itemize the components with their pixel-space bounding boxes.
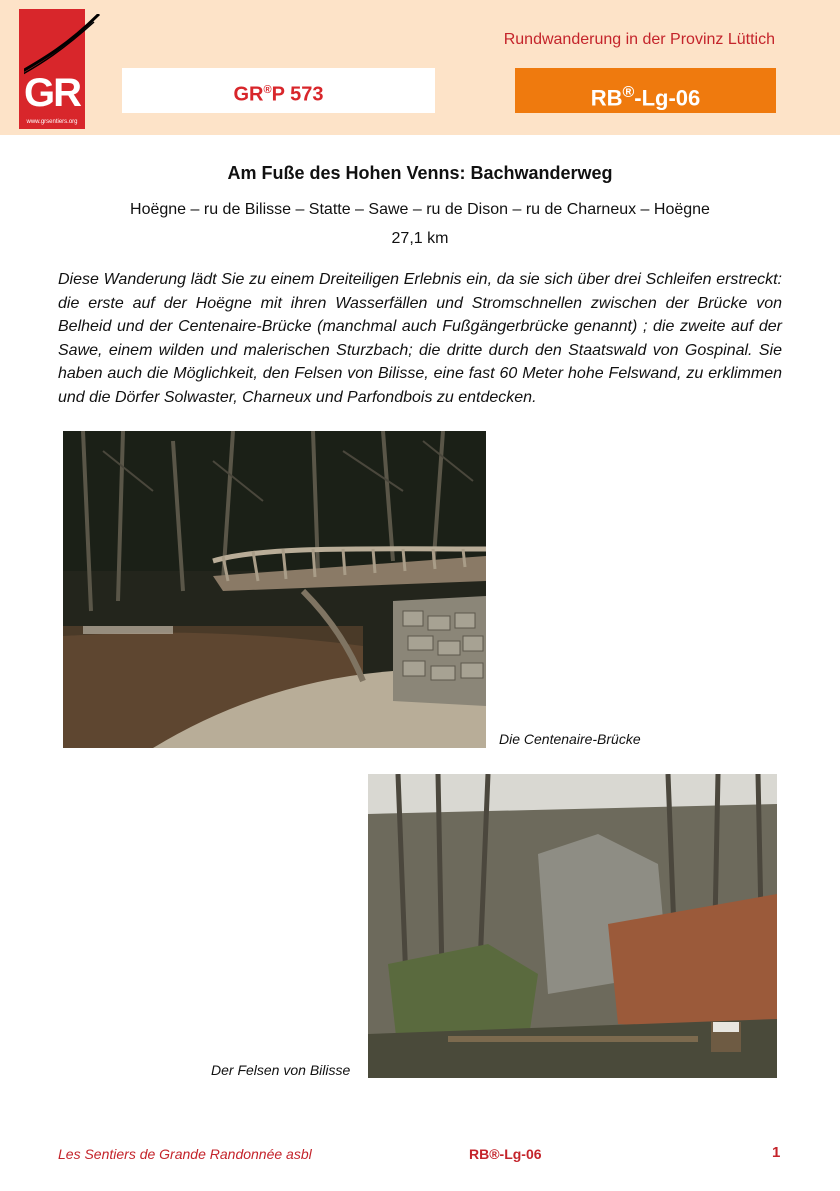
logo-letters: GR bbox=[24, 71, 80, 115]
header-title: Rundwanderung in der Provinz Lüttich bbox=[503, 31, 775, 48]
grp-prefix: GR bbox=[233, 83, 264, 106]
rb-prefix: RB bbox=[590, 85, 623, 111]
rb-code-label bbox=[515, 68, 776, 113]
page-header bbox=[0, 0, 840, 135]
photo-bridge bbox=[63, 431, 486, 748]
grp-registered-mark: ® bbox=[263, 84, 272, 96]
page-title: Am Fuße des Hohen Venns: Bachwanderweg bbox=[227, 163, 613, 183]
photo-rock bbox=[368, 774, 777, 1078]
grp-label bbox=[122, 68, 435, 113]
intro-paragraph: Diese Wanderung lädt Sie zu einem Dreiteiligen Erlebnis ein, da sie sich über drei Schleifen erstreckt: die erste auf der Hoëgne mit ihren Wasserfällen und Stromschnellen zwischen der Brücke von Belheid und der Centenaire-Brücke (manchmal auch Fußgängerbrücke genannt) ; die zweite auf der Sawe, einem wilden und malerischen Sturzbach; die dritte durch den Staatswald von Gospinal. Sie haben auch die Möglichkeit, den Felsen von Bilisse, eine fast 60 Meter hohe Felswand, zu erklimmen und die Dörfer Solwaster, Charneux und Parfondbois zu entdecken. bbox=[58, 271, 782, 406]
photo-caption: Der Felsen von Bilisse bbox=[211, 1062, 351, 1078]
photo-caption: Die Centenaire-Brücke bbox=[499, 731, 641, 747]
footer-organization: Les Sentiers de Grande Randonnée asbl bbox=[58, 1146, 312, 1162]
page-number: 1 bbox=[772, 1144, 781, 1161]
rb-suffix: -Lg-06 bbox=[634, 85, 701, 111]
bridge-illustration bbox=[63, 431, 486, 748]
grp-number: P 573 bbox=[271, 83, 324, 106]
route-line: Hoëgne – ru de Bilisse – Statte – Sawe – ru de Dison – ru de Charneux – Hoëgne bbox=[130, 201, 710, 218]
rb-registered-mark: ® bbox=[622, 84, 635, 101]
rock-illustration bbox=[368, 774, 777, 1078]
distance: 27,1 km bbox=[391, 230, 449, 247]
logo-url: www.grsentiers.org bbox=[26, 119, 78, 125]
footer-code: RB®-Lg-06 bbox=[469, 1146, 542, 1162]
gr-logo bbox=[19, 9, 85, 129]
